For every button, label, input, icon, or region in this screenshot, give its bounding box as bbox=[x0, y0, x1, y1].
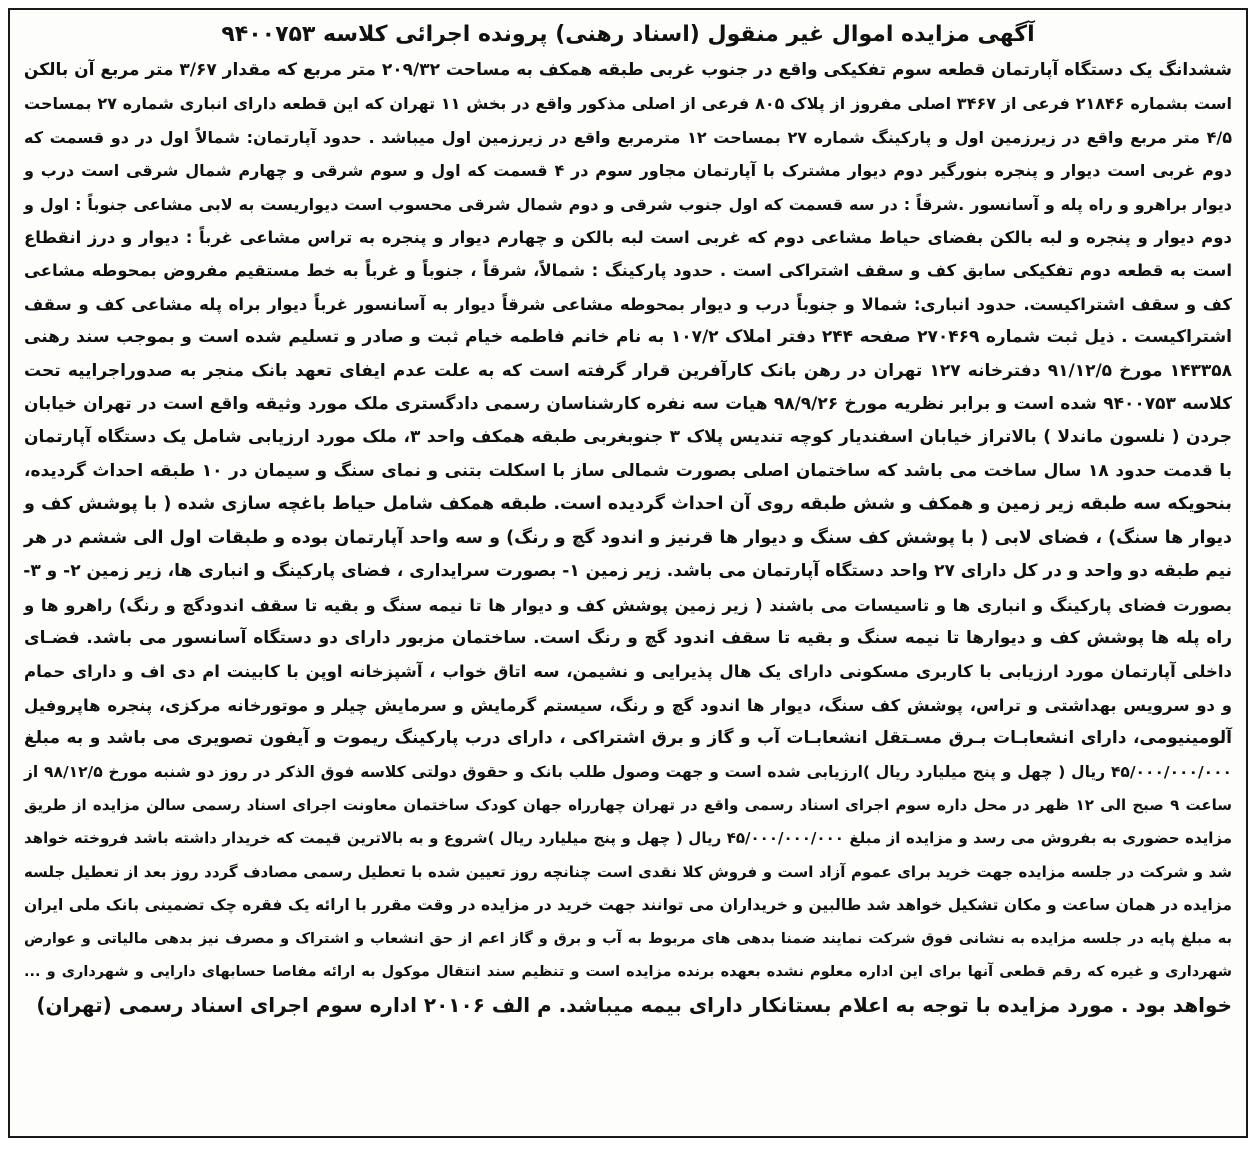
notice-line: مزایده در همان ساعت و مکان تشکیل خواهد شد طالبین و خریداران می توانند جهت خرید در مزایده در وقت مقرر با ارائه یک فقره چک تضمینی بانک ملی ایران bbox=[24, 896, 1232, 915]
notice-line: دیوار براهرو و راه پله و آسانسور .شرقاً : در سه قسمت که اول جنوب شرقی و دوم شمال شرقی محسوب است دیواریست به لابی مشاعی جنوباً : اول و bbox=[24, 194, 1232, 214]
notice-line: جردن ( نلسون ماندلا ) بالاتراز خیابان اسفندیار کوچه تندیس پلاک ۳ جنوبغربی طبقه همکف واحد ۳، ملک مورد ارزیابی شامل یک دستگاه آپارتمان bbox=[24, 427, 1232, 448]
auction-notice bbox=[8, 8, 1248, 1138]
notice-line: است بشماره ۲۱۸۴۶ فرعی از ۳۴۶۷ اصلی مفروز از پلاک ۸۰۵ فرعی از اصلی مذکور واقع در بخش ۱۱ تهران که این قطعه دارای انباری شماره ۲۷ بمساحت bbox=[24, 94, 1233, 114]
notice-line: اشتراکیست . ذیل ثبت شماره ۲۷۰۴۶۹ صفحه ۲۴۴ دفتر املاک ۱۰۷/۲ به نام خانم فاطمه خیام ثبت و صادر و تسلیم شده است و بموجب سند رهنی bbox=[24, 327, 1232, 348]
notice-line: کف و سقف اشتراکیست. حدود انباری: شمالا و جنوباً درب و دیوار بمحوطه مشاعی شرقاً دیوار به آسانسور غرباً دیوار براه پله مشاعی کف و سقف bbox=[24, 294, 1232, 314]
notice-line: راه پله ها پوشش کف و دیوارها تا نیمه سنگ و بقیه تا سقف اندود گچ و رنگ است. ساختمان مزبور دارای دو دستگاه آسانسور می باشد. فضـای bbox=[24, 627, 1232, 648]
notice-line: ششدانگ یک دستگاه آپارتمان قطعه سوم تفکیکی واقع در جنوب غربی طبقه همکف به مساحت ۲۰۹/۳۲ متر مربع که مقدار ۳/۶۷ متر مربع آن بالکن bbox=[23, 60, 1232, 80]
notice-line: و دو سرویس بهداشتی و تراس، پوشش کف سنگ، دیوار ها اندود گچ و رنگ، سیستم گرمایش و سرمایش چیلر و موتورخانه مرکزی، پنجره هاپروفیل bbox=[24, 695, 1232, 715]
notice-line: آلومینیومی، دارای انشعابـات بـرق مسـتقل انشعابـات آب و گاز و برق اشتراکی ، دارای درب پارکینگ ریموت و آیفون تصویری می باشد و به مبلغ bbox=[24, 728, 1232, 749]
notice-body bbox=[24, 54, 1232, 1023]
notice-line: ۴۵/۰۰۰/۰۰۰/۰۰۰ ریال ( چهل و پنج میلیارد ریال )ارزیابی شده است و جهت وصول طلب بانک و حقوق دولتی کلاسه فوق الذکر در روز دو شنبه مورخ ۹۸/۱۲/۵ از bbox=[24, 762, 1233, 781]
notice-line: ۴/۵ متر مربع واقع در زیرزمین اول و پارکینگ شماره ۲۷ بمساحت ۱۲ مترمربع واقع در زیرزمین اول میباشد . حدود آپارتمان: شمالاً اول در دو قسمت که bbox=[24, 127, 1233, 147]
notice-line: ۱۴۳۳۵۸ مورخ ۹۱/۱۲/۵ دفترخانه ۱۲۷ تهران در رهن بانک کارآفرین قرار گرفته است که به علت عدم ایفای تعهد بانک منجر به صدوراجراییه تحت bbox=[24, 360, 1232, 381]
notice-line: با قدمت حدود ۱۸ سال ساخت می باشد که ساختمان اصلی بصورت شمالی ساز با اسکلت بتنی و نمای سنگ و سیمان در ۱۰ طبقه احداث گردیده، bbox=[24, 460, 1232, 481]
notice-line: خواهد بود . مورد مزایده با توجه به اعلام بستانکار دارای بیمه میباشد. م الف ۲۰۱۰۶ اداره سوم اجرای اسناد رسمی (تهران) bbox=[36, 993, 1232, 1018]
notice-title: آگهی مزایده اموال غیر منقول (اسناد رهنی) پرونده اجرائی کلاسه ۹۴۰۰۷۵۳ bbox=[221, 22, 1035, 47]
notice-line: است به قطعه دوم تفکیکی سابق کف و سقف اشتراکی است . حدود پارکینگ : شمالاً، شرقاً ، جنوباً و غرباً به خط مستقیم مفروض بمحوطه مشاعی bbox=[24, 261, 1232, 281]
notice-line: داخلی آپارتمان مورد ارزیابی با کاربری مسکونی دارای یک هال پذیرایی و نشیمن، سه اتاق خواب ، آشپزخانه اوپن با کابینت ام دی اف و دارای حمام bbox=[24, 662, 1232, 682]
notice-line: شهرداری و غیره که رقم قطعی آنها برای این اداره معلوم نشده بعهده برنده مزایده است و تنظیم سند انتقال موکول به ارائه مفاصا حسابهای دارایی و شهرداری و ... bbox=[24, 963, 1232, 980]
notice-line: نیم طبقه دو واحد و در کل دارای ۲۷ واحد دستگاه آپارتمان می باشد. زیر زمین ۱- بصورت سرایداری ، فضای پارکینگ و انباری ها، زیر زمین ۲- و ۳- bbox=[23, 561, 1232, 582]
notice-line: دوم دیوار و پنجره و لبه بالکن بفضای حیاط مشاعی دوم که غربی است لبه بالکن و چهارم دیوار و پنجره به تراس مشاعی غرباً : دیوار و درز انقطاع bbox=[24, 228, 1232, 248]
notice-line: بنحویکه سه طبقه زیر زمین و همکف و شش طبقه روی آن احداث گردیده است. طبقه همکف شامل حیاط باغچه سازی شده ( با پوشش کف و bbox=[24, 494, 1232, 515]
notice-line: به مبلغ پایه در جلسه مزایده به نشانی فوق شرکت نمایند ضمنا بدهی های مربوط به آب و برق و گاز اعم از حق انشعاب و اشتراک و مصرف نیز بدهی مالیاتی و عوارض bbox=[24, 930, 1232, 947]
notice-line: دیوار ها سنگ) ، فضای لابی ( با پوشش کف سنگ و دیوار ها قرنیز و اندود گچ و رنگ) و سه واحد آپارتمان بوده و طبقات اول الی ششم در هر bbox=[24, 527, 1232, 548]
notice-line: ساعت ۹ صبح الی ۱۲ ظهر در محل داره سوم اجرای اسناد رسمی واقع در تهران چهارراه جهان کودک ساختمان معاونت اجرای اسناد رسمی سالن مزایده از طریق bbox=[24, 795, 1232, 814]
notice-line: بصورت فضای پارکینگ و انباری ها و تاسیسات می باشند ( زیر زمین پوشش کف و دیوار ها تا نیمه سنگ و بقیه تا سقف اندودگچ و رنگ) راهرو ها و bbox=[24, 595, 1232, 615]
notice-line: مزایده حضوری به بفروش می رسد و مزایده از مبلغ ۴۵/۰۰۰/۰۰۰/۰۰۰ ریال ( چهل و پنج میلیارد ریال )شروع و به بالاترین قیمت که خریدار داشته باشد فروخته خواهد bbox=[24, 829, 1232, 848]
notice-line: دوم غربی است دیوار و پنجره بنورگیر دوم دیوار مشترک با آپارتمان مجاور سوم در ۴ قسمت که اول و سوم شرقی و چهارم شمال شرقی است درب و bbox=[24, 161, 1233, 181]
notice-line: شد و شرکت در جلسه مزایده جهت خرید برای عموم آزاد است و فروش کلا نقدی است چنانچه روز تعیین شده با تعطیل رسمی مصادف گردد روز بعد از تعطیل جلسه bbox=[24, 862, 1232, 881]
notice-line: کلاسه ۹۴۰۰۷۵۳ شده است و برابر نظریه مورخ ۹۸/۹/۲۶ هیات سه نفره کارشناسان رسمی دادگستری ملک مورد وثیقه واقع است در تهران خیابان bbox=[24, 394, 1232, 415]
